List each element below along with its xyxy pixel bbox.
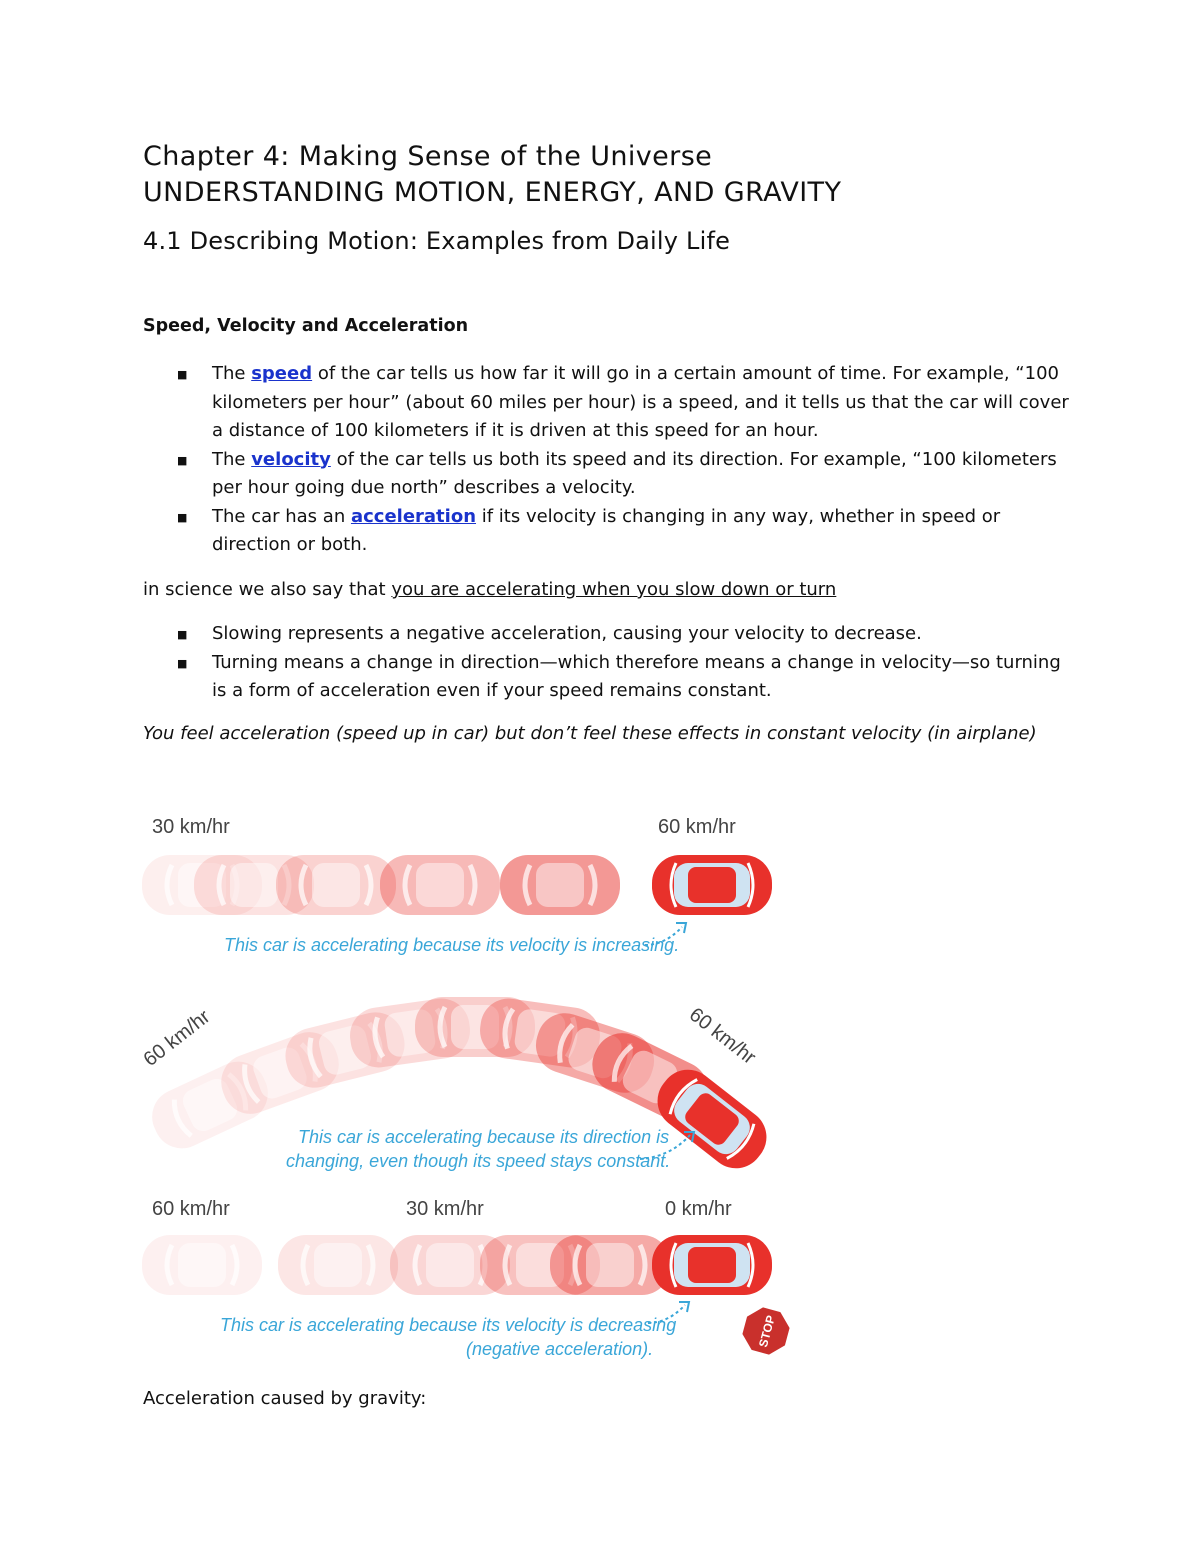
stop-sign-text: STOP (756, 1313, 778, 1349)
chapter-title: Chapter 4: Making Sense of the Universe (143, 141, 713, 172)
list-item: ■ The velocity of the car tells us both its speed and its direction. For example, “100 kilometers per hour going due north” describes a velocity. (177, 448, 1057, 498)
stop-sign (739, 1304, 790, 1358)
car-ghost (276, 855, 396, 915)
row3-caption-line1: This car is accelerating because its velocity is decreasing (220, 1315, 677, 1335)
row2-caption-line1: This car is accelerating because its direction is (298, 1127, 670, 1147)
speed-link[interactable]: speed (251, 363, 313, 384)
row3-mid-speed: 30 km/hr (406, 1198, 484, 1220)
row1-left-speed: 30 km/hr (152, 816, 230, 838)
acceleration-figure (140, 805, 790, 1370)
row3-left-speed: 60 km/hr (152, 1198, 230, 1220)
list-item: ■ Turning means a change in direction—which therefore means a change in velocity—so turning is a form of acceleration even if your speed remains constant. (177, 651, 1061, 701)
row2-left-speed: 60 km/hr (140, 1005, 215, 1071)
section-title: 4.1 Describing Motion: Examples from Daily Life (143, 227, 731, 255)
car-current (652, 1235, 772, 1295)
row3-arrowhead (679, 1302, 689, 1312)
velocity-link[interactable]: velocity (251, 448, 331, 470)
underlined-phrase: you are accelerating when you slow down or turn (391, 579, 837, 600)
bullet-icon: ■ (177, 656, 188, 670)
bullet-icon: ■ (177, 628, 188, 641)
car-ghost (278, 1235, 398, 1295)
bullet-icon: ■ (177, 510, 188, 524)
row3-cars (142, 1235, 772, 1295)
car-ghost (500, 855, 620, 915)
row3-caption-line2: (negative acceleration). (466, 1339, 654, 1359)
car-ghost (142, 1235, 262, 1295)
row1-cars (142, 855, 772, 915)
list-item: ■ The car has an acceleration if its velocity is changing in any way, whether in speed or direction or both. (177, 505, 1001, 555)
gravity-heading: Acceleration caused by gravity: (143, 1388, 427, 1409)
subsection-heading: Speed, Velocity and Acceleration (143, 316, 469, 336)
bullet-icon: ■ (177, 368, 188, 381)
row2-caption-line2: changing, even though its speed stays constant. (286, 1151, 671, 1171)
bullet-icon: ■ (177, 453, 188, 467)
italic-note: You feel acceleration (speed up in car) but don’t feel these effects in constant velocity (in airplane) (143, 723, 1037, 744)
list-item: ■ The speed of the car tells us how far it will go in a certain amount of time. For example, “100 kilometers per hour” (about 60 miles per hour) is a speed, and it tells us that the car will cover a distance of 100 kilometers if it is driven at this speed for an hour. (177, 363, 1069, 441)
science-note: in science we also say that you are accelerating when you slow down or turn (143, 579, 837, 600)
row1-caption: This car is accelerating because its velocity is increasing. (224, 935, 680, 955)
row2-right-speed: 60 km/hr (684, 1003, 760, 1069)
car-current (652, 855, 772, 915)
row3-right-speed: 0 km/hr (665, 1198, 732, 1220)
definitions-list (143, 360, 1073, 560)
chapter-subtitle: UNDERSTANDING MOTION, ENERGY, AND GRAVITY (143, 177, 842, 208)
list-item: ■ Slowing represents a negative acceleration, causing your velocity to decrease. (143, 620, 1073, 649)
car-ghost (380, 855, 500, 915)
acceleration-list (143, 620, 1073, 706)
row1-right-speed: 60 km/hr (658, 816, 736, 838)
acceleration-link[interactable]: acceleration (350, 505, 477, 527)
